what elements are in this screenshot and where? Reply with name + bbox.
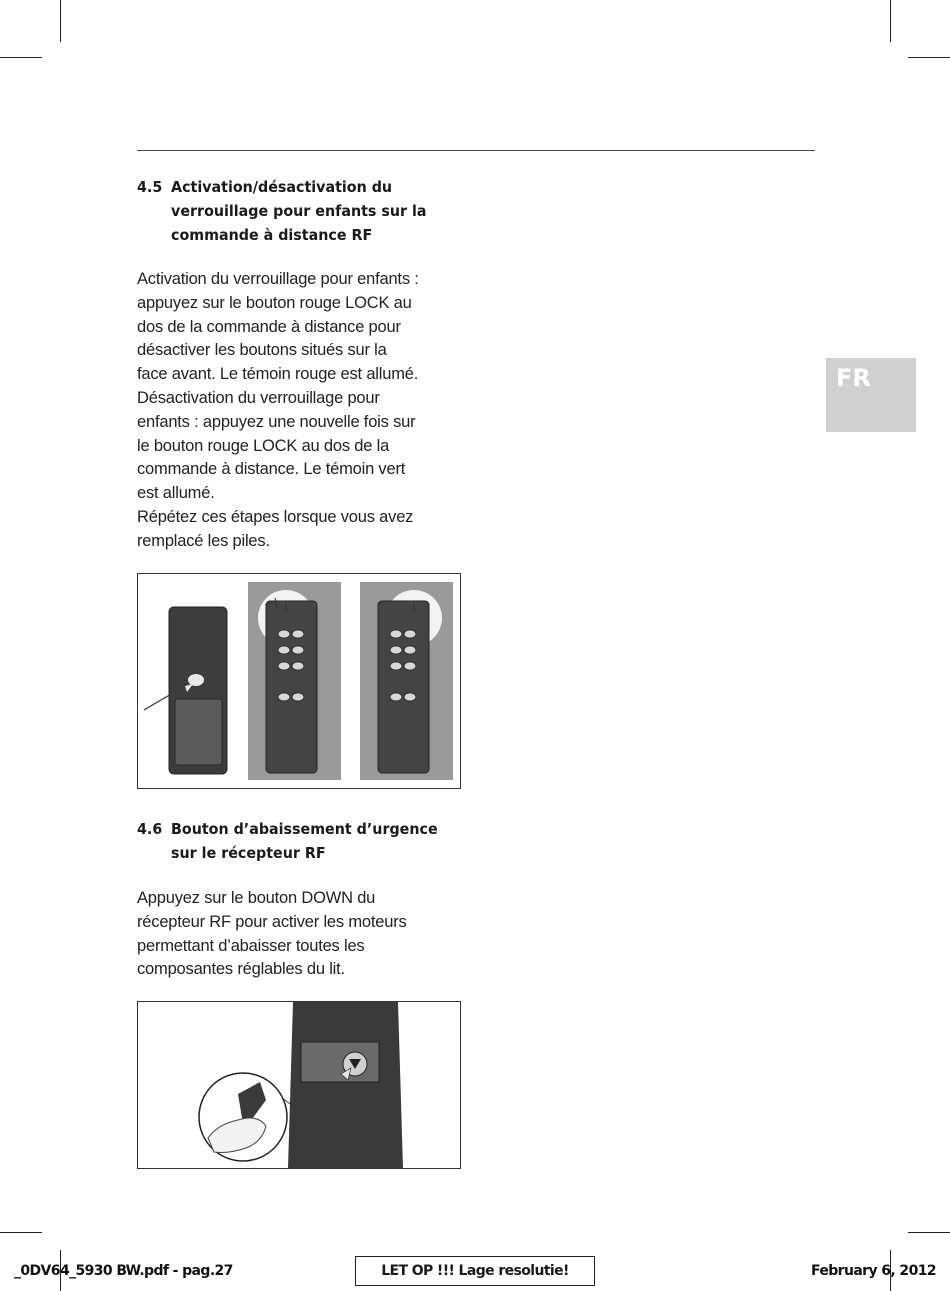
body-line: commande à distance. Le témoin vert — [137, 460, 406, 479]
heading-line: sur le récepteur RF — [171, 844, 326, 862]
body-line: Désactivation du verrouillage pour — [137, 388, 380, 407]
body-line: désactiver les boutons situés sur la — [137, 341, 387, 360]
body-line: dos de la commande à distance pour — [137, 317, 401, 336]
crop-mark — [890, 0, 891, 42]
receiver-illustration — [138, 1002, 460, 1168]
body-line: appuyez sur le bouton rouge LOCK au — [137, 293, 412, 312]
body-line: est allumé. — [137, 484, 215, 503]
body-line: le bouton rouge LOCK au dos de la — [137, 436, 390, 455]
body-line: enfants : appuyez une nouvelle fois sur — [137, 412, 416, 431]
heading-line: commande à distance RF — [171, 226, 373, 244]
section-4-6-body — [137, 887, 459, 982]
body-line: composantes réglables du lit. — [137, 960, 345, 979]
heading-line: verrouillage pour enfants sur la — [171, 202, 427, 220]
crop-mark — [0, 1232, 42, 1233]
receiver-figure — [137, 1001, 461, 1169]
language-tab-label: FR — [836, 364, 871, 392]
body-line: Activation du verrouillage pour enfants : — [137, 270, 419, 288]
remote-lock-illustration — [138, 574, 460, 788]
body-line: face avant. Le témoin rouge est allumé. — [137, 365, 419, 384]
body-line: Répétez ces étapes lorsque vous avez — [137, 507, 414, 526]
section-number: 4.5 — [137, 178, 163, 196]
section-4-5-body — [137, 268, 459, 554]
heading-line: Activation/désactivation du — [171, 178, 393, 196]
header-rule — [137, 150, 815, 151]
footer-date: February 6, 2012 — [810, 1263, 936, 1279]
footer-file: _0DV64_5930 BW.pdf - pag.27 — [14, 1263, 233, 1279]
crop-mark — [908, 1232, 950, 1233]
remote-lock-figure — [137, 573, 461, 789]
crop-mark — [0, 57, 42, 58]
section-number: 4.6 — [137, 820, 163, 838]
crop-mark — [908, 57, 950, 58]
crop-mark — [60, 0, 61, 42]
language-tab — [826, 358, 916, 432]
heading-line: Bouton d’abaissement d’urgence — [171, 820, 438, 838]
body-line: permettant d’abaisser toutes les — [137, 936, 365, 955]
body-line: récepteur RF pour activer les moteurs — [137, 912, 407, 931]
section-4-5-heading — [137, 175, 441, 247]
body-line: remplacé les piles. — [137, 531, 270, 550]
body-line: Appuyez sur le bouton DOWN du — [137, 889, 376, 907]
footer-notice: LET OP !!! Lage resolutie! — [355, 1256, 595, 1286]
section-4-6-heading — [137, 817, 441, 865]
